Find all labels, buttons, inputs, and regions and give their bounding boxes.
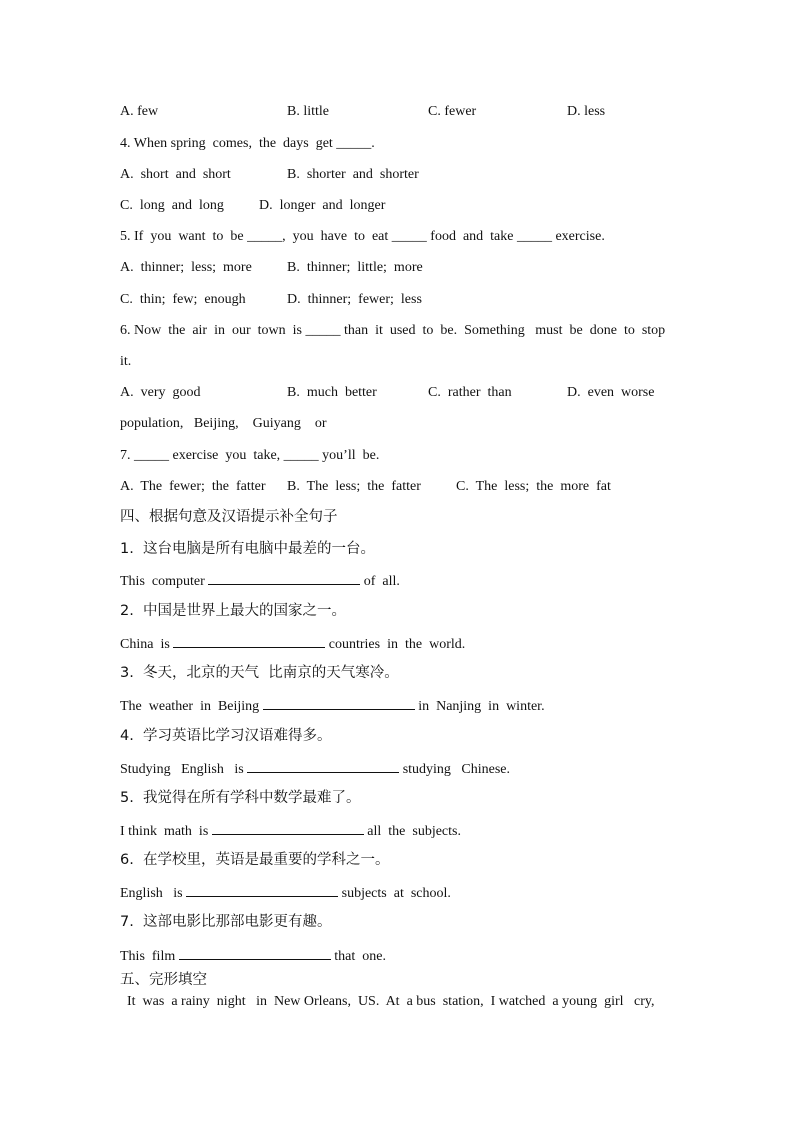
q5-option-c: C. thin; few; enough (120, 292, 246, 307)
answer-blank[interactable] (173, 634, 325, 648)
s4-item5-chinese: 5. 我觉得在所有学科中数学最难了。 (120, 790, 361, 806)
q6-option-a: A. very good (120, 385, 201, 400)
q5-option-d: D. thinner; fewer; less (287, 292, 422, 307)
s4-item1-chinese: 1. 这台电脑是所有电脑中最差的一台。 (120, 541, 376, 557)
q4-option-c: C. long and long (120, 198, 224, 213)
q6-stem-cont: it. (120, 354, 132, 369)
q7-option-c: C. The less; the more fat (456, 479, 611, 494)
answer-blank[interactable] (179, 946, 331, 960)
cloze-passage-line: It was a rainy night in New Orleans, US. At a bus station, I watched a young girl cry, (120, 994, 655, 1009)
answer-blank[interactable] (208, 571, 360, 585)
q7-option-a: A. The fewer; the fatter (120, 479, 266, 494)
answer-blank[interactable] (263, 696, 415, 710)
section4-title: 四、根据句意及汉语提示补全句子 (120, 509, 338, 525)
q3-option-c: C. fewer (428, 104, 477, 119)
s4-item7-chinese: 7. 这部电影比那部电影更有趣。 (120, 914, 332, 930)
s4-item4-chinese: 4. 学习英语比学习汉语难得多。 (120, 728, 332, 744)
section5-title: 五、完形填空 (120, 972, 207, 988)
q3-option-b: B. little (287, 104, 329, 119)
answer-blank[interactable] (247, 759, 399, 773)
s4-item2-chinese: 2. 中国是世界上最大的国家之一。 (120, 603, 347, 619)
s4-item3-chinese: 3. 冬天，北京的天气 比南京的天气寒冷。 (120, 665, 399, 681)
q3-option-d: D. less (567, 104, 606, 119)
q5-option-a: A. thinner; less; more (120, 260, 252, 275)
s4-item1-english: This computer of all. (120, 571, 400, 591)
q4-option-a: A. short and short (120, 167, 231, 182)
s4-item5-english: I think math is all the subjects. (120, 821, 461, 841)
s4-item3-english: The weather in Beijing in Nanjing in winter. (120, 696, 545, 716)
s4-item7-english: This film that one. (120, 946, 386, 966)
q3-option-a: A. few (120, 104, 159, 119)
q7-stem: 7. _____ exercise you take, _____ you’ll be. (120, 448, 380, 463)
q6-stem: 6. Now the air in our town is _____ than it used to be. Something must be done to stop (120, 323, 666, 338)
q4-stem: 4. When spring comes, the days get _____. (120, 136, 375, 151)
q6-extra-text: population, Beijing, Guiyang or (120, 416, 327, 431)
q4-option-d: D. longer and longer (259, 198, 386, 213)
answer-blank[interactable] (212, 821, 364, 835)
q6-option-c: C. rather than (428, 385, 512, 400)
s4-item2-english: China is countries in the world. (120, 634, 465, 654)
q4-option-b: B. shorter and shorter (287, 167, 419, 182)
q6-option-b: B. much better (287, 385, 377, 400)
s4-item6-chinese: 6. 在学校里，英语是最重要的学科之一。 (120, 852, 390, 868)
answer-blank[interactable] (186, 883, 338, 897)
s4-item4-english: Studying English is studying Chinese. (120, 759, 510, 779)
q6-option-d: D. even worse (567, 385, 655, 400)
q5-option-b: B. thinner; little; more (287, 260, 423, 275)
s4-item6-english: English is subjects at school. (120, 883, 451, 903)
q5-stem: 5. If you want to be _____, you have to eat _____ food and take _____ exercise. (120, 229, 605, 244)
q7-option-b: B. The less; the fatter (287, 479, 421, 494)
